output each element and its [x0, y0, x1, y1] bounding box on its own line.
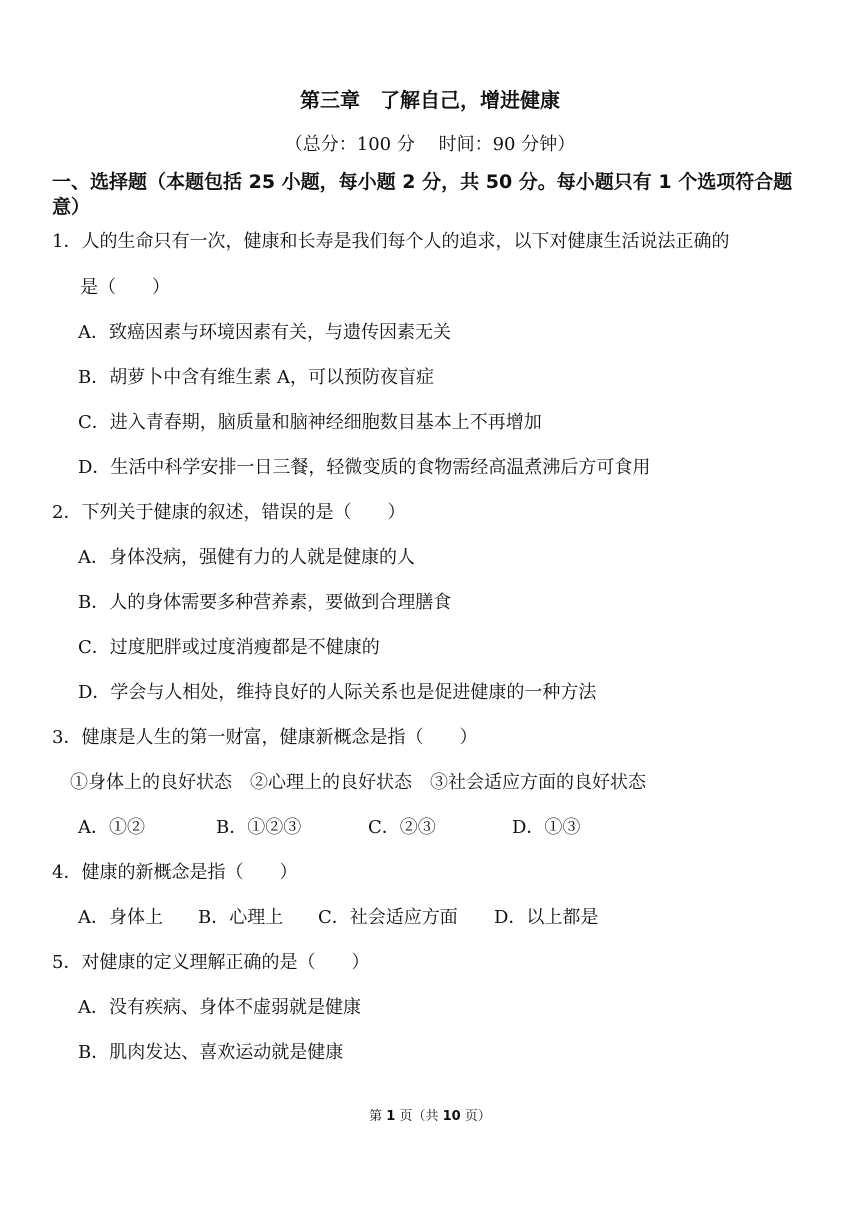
footer-total-pages: 10 — [442, 1109, 461, 1124]
question-3-statements: ①身体上的良好状态 ②心理上的良好状态 ③社会适应方面的良好状态 — [70, 772, 646, 793]
question-5-option-b: B．肌肉发达、喜欢运动就是健康 — [78, 1042, 344, 1063]
question-3-option-b: B．①②③ — [216, 817, 302, 838]
question-3-stem: 3．健康是人生的第一财富，健康新概念是指（ ） — [52, 727, 478, 748]
page-title: 第三章 了解自己，增进健康 — [300, 88, 560, 112]
question-4-stem: 4．健康的新概念是指（ ） — [52, 862, 298, 883]
page-footer — [0, 1108, 860, 1126]
section-heading: 一、选择题（本题包括 25 小题，每小题 2 分，共 50 分。每小题只有 1 个选项符合题意） — [52, 171, 793, 218]
question-1-option-d: D．生活中科学安排一日三餐，轻微变质的食物需经高温煮沸后方可食用 — [78, 457, 651, 478]
question-1-option-b: B．胡萝卜中含有维生素 A，可以预防夜盲症 — [78, 367, 434, 388]
footer-middle: 页（共 — [395, 1109, 443, 1124]
footer-page-number: 1 — [386, 1109, 396, 1124]
question-2-option-d: D．学会与人相处，维持良好的人际关系也是促进健康的一种方法 — [78, 682, 597, 703]
question-4-option-d: D．以上都是 — [494, 907, 599, 928]
question-3-option-d: D．①③ — [512, 817, 581, 838]
question-1-stem-continued: 是（ ） — [80, 277, 170, 298]
question-2-option-c: C．过度肥胖或过度消瘦都是不健康的 — [78, 637, 380, 658]
footer-prefix: 第 — [369, 1109, 387, 1124]
question-4-option-a: A．身体上 — [78, 907, 163, 928]
question-2-stem: 2．下列关于健康的叙述，错误的是（ ） — [52, 502, 406, 523]
question-5-stem: 5．对健康的定义理解正确的是（ ） — [52, 952, 370, 973]
question-5-option-a: A．没有疾病、身体不虚弱就是健康 — [78, 997, 361, 1018]
question-3-option-a: A．①② — [78, 817, 145, 838]
page-subtitle: （总分：100 分 时间：90 分钟） — [284, 134, 576, 155]
question-1-option-a: A．致癌因素与环境因素有关，与遗传因素无关 — [78, 322, 451, 343]
question-4-option-b: B．心理上 — [198, 907, 284, 928]
question-2-option-a: A．身体没病，强健有力的人就是健康的人 — [78, 547, 415, 568]
footer-suffix: 页） — [460, 1109, 491, 1124]
question-2-option-b: B．人的身体需要多种营养素，要做到合理膳食 — [78, 592, 452, 613]
question-1-stem: 1．人的生命只有一次，健康和长寿是我们每个人的追求，以下对健康生活说法正确的 — [52, 231, 730, 252]
question-3-option-c: C．②③ — [368, 817, 436, 838]
question-1-option-c: C．进入青春期，脑质量和脑神经细胞数目基本上不再增加 — [78, 412, 542, 433]
question-4-option-c: C．社会适应方面 — [318, 907, 458, 928]
